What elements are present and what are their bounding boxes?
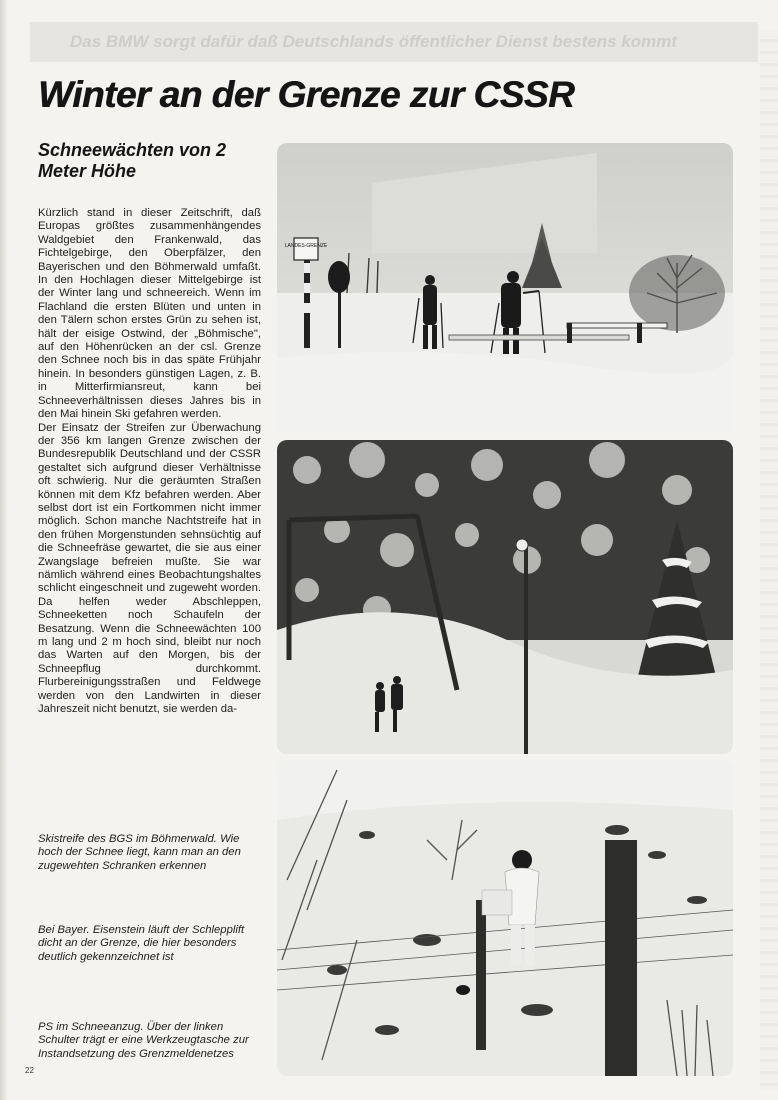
body-paragraph: Kürzlich stand in dieser Zeitschrift, daß Europas größtes zusammenhängendes Waldgebiet den Frankenwald, das Fichtelgebirge, den Oberpfälzer, den Bayerischen und den Böhmerwald umfaßt. In den Hochlagen dieser Mittelgebirge ist der Winter lang und schneereich. Wenn im Flachland die ersten Blüten und unten in den Tälern schon erstes Grün zu sehen ist, hält der eisige Ostwind, der „Böhmische", auf den Höhenrücken an der csl. Grenze den Schnee noch bis in das späte Frühjahr hinein. In besonders günstigen Lagen, z. B. in Mitterfirmiansreut, kann bei Schneeverhältnissen dieses Jahres bis in den Mai hinein Ski gefahren werden. bbox=[38, 207, 261, 421]
caption-photo-2: Bei Bayer. Eisenstein läuft der Schlepplift dicht an der Grenze, die hier besonders deutlich gekennzeichnet ist bbox=[38, 924, 245, 963]
subheadline: Schneewächten von 2 Meter Höhe bbox=[38, 140, 227, 181]
body-paragraph: Der Einsatz der Streifen zur Überwachung der 356 km langen Grenze zwischen der Bundesrepublik Deutschland und der CSSR gestaltet sich aufgrund dieser Verhältnisse oft schwierig. Nur die geräumten Straßen können mit dem Kfz befahren werden. Aber selbst dort ist ein Fortkommen nicht immer möglich. Schon manche Nachtstreife hat in den frühen Morgenstunden sehnsüchtig auf die Schneefräse gewartet, die sie aus einer Zwangslage befreien mußte. Sie war nämlich während eines Beobachtungshaltes schlicht eingeschneit und zugeweht worden. Da helfen weder Abschleppen, Schneeketten noch Schaufeln der Besatzung. Wenn die Schneewächten 100 m lang und 2 m hoch sind, bleibt nur noch das Warten auf den Morgen, bis der Schneepflug durchkommt. Flurbereinigungsstraßen und Feldwege werden von den Landwirten in dieser Jahreszeit nicht benutzt, sie werden da- bbox=[38, 421, 261, 716]
caption-photo-1: Skistreife des BGS im Böhmerwald. Wie hoch der Schnee liegt, kann man an den zugewehten Schranken erkennen bbox=[38, 833, 241, 872]
page-edge-strip bbox=[760, 30, 778, 1090]
photo-ski-lift bbox=[277, 440, 733, 754]
bleed-through-strip: Das BMW sorgt dafür daß Deutschlands öffentlicher Dienst bestens kommt bbox=[30, 22, 758, 62]
photo-repair-man bbox=[277, 760, 733, 1076]
page-number: 22 bbox=[25, 1066, 34, 1075]
photo-ski-patrol bbox=[277, 143, 733, 433]
binding-edge bbox=[0, 0, 8, 1100]
caption-photo-3: PS im Schneeanzug. Über der linken Schulter trägt er eine Werkzeugtasche zur Instandsetzung des Grenzmeldenetzes bbox=[38, 1021, 249, 1060]
sign-text: LANDES-GRENZE bbox=[284, 243, 328, 249]
headline: Winter an der Grenze zur CSSR bbox=[38, 74, 575, 115]
article-body bbox=[38, 207, 261, 716]
